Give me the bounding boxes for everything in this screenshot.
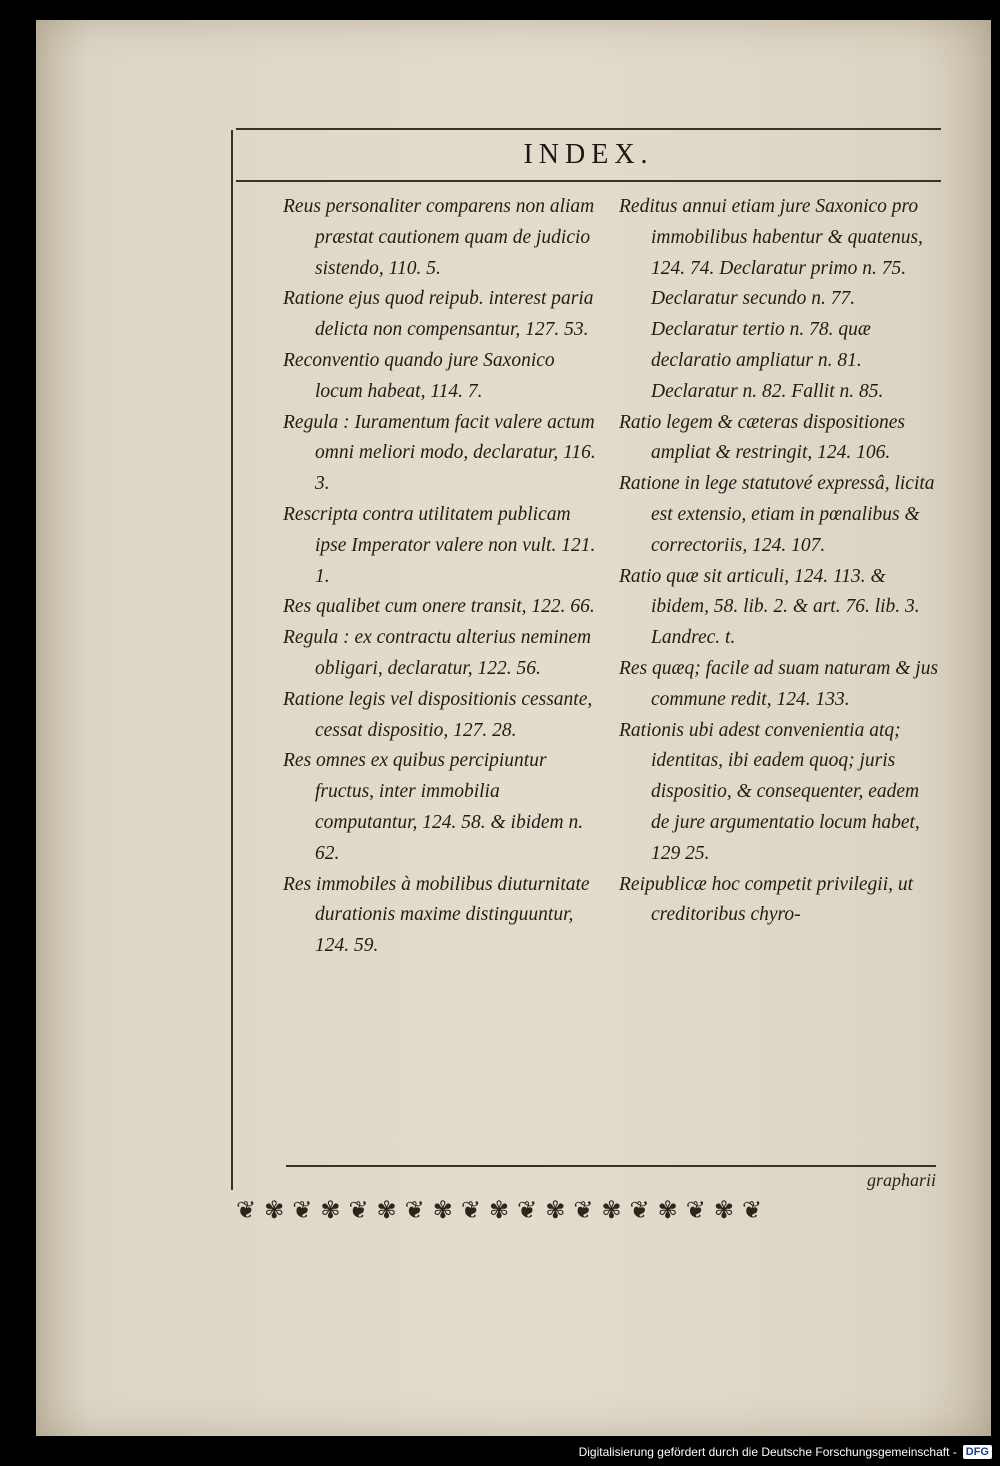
footer-text: Digitalisierung gefördert durch die Deutsche Forschungsgemeinschaft -: [578, 1445, 957, 1459]
index-entry: Ratio legem & cæteras dispositiones ampliat & restringit, 124. 106.: [619, 411, 905, 464]
index-entry: Reditus annui etiam jure Saxonico pro immobilibus habentur & quatenus, 124. 74. Declaratur primo n. 75. Declaratur secundo n. 77. Declaratur tertio n. 78. quæ declaratio ampliatur n. 81. Declaratur n. 82. Fallit n. 85.: [619, 196, 923, 402]
index-entry: Rescripta contra utilitatem publicam ipse Imperator valere non vult. 121. 1.: [283, 503, 596, 587]
index-entry: Res omnes ex quibus percipiuntur fructus, inter immobilia computantur, 124. 58. & ibidem n. 62.: [283, 750, 584, 864]
index-entry: Ratione ejus quod reipub. interest paria delicta non compensantur, 127. 53.: [283, 288, 594, 341]
index-entry: Ratione in lege statutové expressâ, licita est extensio, etiam in pœnalibus & correctoriis, 124. 107.: [619, 473, 935, 556]
index-entry: Res quæq; facile ad suam naturam & jus commune redit, 124. 133.: [619, 657, 939, 710]
index-entry: Ratio quæ sit articuli, 124. 113. & ibidem, 58. lib. 2. & art. 76. lib. 3. Landrec. t.: [619, 565, 920, 649]
bottom-rule: [286, 1165, 936, 1167]
dfg-logo: DFG: [963, 1445, 992, 1459]
footer-credit: [579, 1442, 992, 1462]
index-entry: Reipublicæ hoc competit privilegii, ut creditoribus chyro-: [619, 873, 914, 926]
index-entry: Regula : ex contractu alterius neminem obligari, declaratur, 122. 56.: [283, 627, 592, 679]
index-entry: Reconventio quando jure Saxonico locum habeat, 114. 7.: [283, 349, 555, 402]
book-page: [36, 20, 991, 1436]
index-entry: Regula : Iuramentum facit valere actum omni meliori modo, declaratur, 116. 3.: [283, 411, 596, 495]
index-entry: Res qualibet cum onere transit, 122. 66.: [283, 596, 595, 618]
page-title: INDEX.: [523, 139, 654, 170]
top-rule: [236, 128, 941, 130]
left-frame-rule: [231, 130, 233, 1190]
header-rule: [236, 180, 941, 182]
ornament-glyphs: ❦ ✾ ❦ ✾ ❦ ✾ ❦ ✾ ❦ ✾ ❦ ✾ ❦ ✾ ❦ ✾ ❦ ✾ ❦: [236, 1197, 764, 1224]
index-entry: Res immobiles à mobilibus diuturnitate durationis maxime distinguuntur, 124. 59.: [283, 873, 590, 957]
catchword: grapharii: [866, 1170, 936, 1190]
index-entry: Rationis ubi adest convenientia atq; identitas, ibi eadem quoq; juris dispositio, & consequenter, eadem de jure argumentatio locum habet, 129 25.: [619, 719, 920, 864]
index-column-left: [283, 192, 601, 962]
index-entry: Ratione legis vel dispositionis cessante, cessat dispositio, 127. 28.: [283, 688, 593, 741]
index-entry: Reus personaliter comparens non aliam præstat cautionem quam de judicio sistendo, 110. 5.: [283, 196, 595, 279]
ornament-band: [236, 1190, 936, 1230]
index-column-right: [619, 192, 941, 931]
